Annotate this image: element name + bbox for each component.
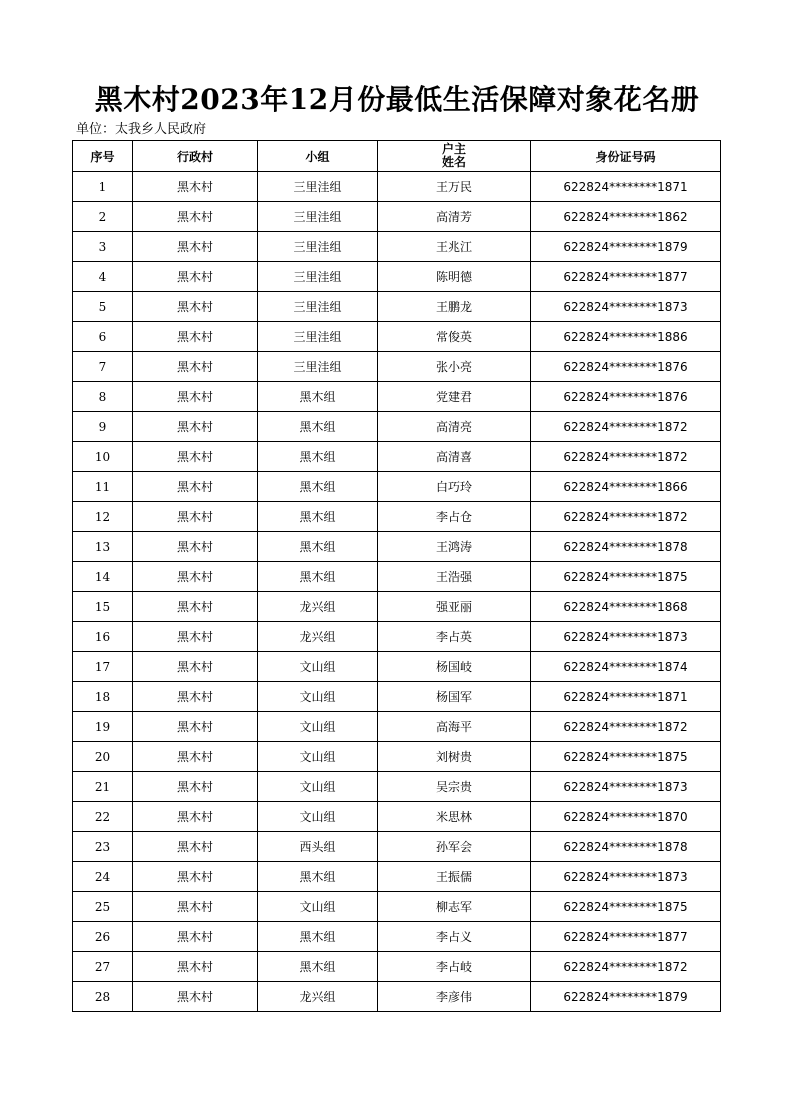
cell-household-head: 米思林 [378, 802, 531, 832]
cell-group: 西头组 [258, 832, 378, 862]
cell-group: 文山组 [258, 772, 378, 802]
cell-id-number: 622824********1862 [531, 202, 721, 232]
cell-index: 14 [73, 562, 133, 592]
cell-household-head: 常俊英 [378, 322, 531, 352]
cell-index: 20 [73, 742, 133, 772]
cell-group: 三里洼组 [258, 262, 378, 292]
cell-id-number: 622824********1873 [531, 772, 721, 802]
cell-group: 龙兴组 [258, 592, 378, 622]
cell-index: 8 [73, 382, 133, 412]
cell-index: 2 [73, 202, 133, 232]
cell-household-head: 白巧玲 [378, 472, 531, 502]
cell-household-head: 吴宗贵 [378, 772, 531, 802]
cell-id-number: 622824********1878 [531, 532, 721, 562]
cell-id-number: 622824********1879 [531, 982, 721, 1012]
cell-village: 黑木村 [133, 682, 258, 712]
cell-household-head: 李占义 [378, 922, 531, 952]
cell-id-number: 622824********1873 [531, 292, 721, 322]
cell-group: 文山组 [258, 682, 378, 712]
cell-household-head: 李占仓 [378, 502, 531, 532]
cell-index: 25 [73, 892, 133, 922]
cell-id-number: 622824********1878 [531, 832, 721, 862]
cell-group: 文山组 [258, 712, 378, 742]
cell-village: 黑木村 [133, 412, 258, 442]
cell-group: 三里洼组 [258, 322, 378, 352]
cell-id-number: 622824********1873 [531, 862, 721, 892]
cell-id-number: 622824********1871 [531, 172, 721, 202]
cell-group: 三里洼组 [258, 232, 378, 262]
table-row [73, 472, 721, 502]
cell-group: 黑木组 [258, 382, 378, 412]
header-household-head-line2: 姓名 [441, 155, 466, 169]
cell-group: 三里洼组 [258, 202, 378, 232]
cell-household-head: 王兆江 [378, 232, 531, 262]
cell-village: 黑木村 [133, 772, 258, 802]
header-household-head [378, 141, 531, 172]
cell-id-number: 622824********1886 [531, 322, 721, 352]
cell-index: 21 [73, 772, 133, 802]
cell-village: 黑木村 [133, 802, 258, 832]
cell-id-number: 622824********1866 [531, 472, 721, 502]
table-row [73, 622, 721, 652]
cell-household-head: 李占英 [378, 622, 531, 652]
cell-village: 黑木村 [133, 532, 258, 562]
table-row [73, 562, 721, 592]
cell-index: 17 [73, 652, 133, 682]
cell-id-number: 622824********1872 [531, 502, 721, 532]
cell-household-head: 李彦伟 [378, 982, 531, 1012]
header-id-number: 身份证号码 [531, 141, 721, 172]
cell-household-head: 张小亮 [378, 352, 531, 382]
table-row [73, 172, 721, 202]
cell-id-number: 622824********1875 [531, 742, 721, 772]
cell-group: 龙兴组 [258, 622, 378, 652]
page-title: 黑木村2023年12月份最低生活保障对象花名册 [94, 83, 700, 116]
cell-index: 3 [73, 232, 133, 262]
cell-group: 文山组 [258, 802, 378, 832]
cell-village: 黑木村 [133, 472, 258, 502]
cell-village: 黑木村 [133, 712, 258, 742]
table-row [73, 532, 721, 562]
cell-village: 黑木村 [133, 502, 258, 532]
cell-household-head: 王浩强 [378, 562, 531, 592]
cell-village: 黑木村 [133, 562, 258, 592]
cell-household-head: 党建君 [378, 382, 531, 412]
cell-group: 黑木组 [258, 532, 378, 562]
cell-group: 文山组 [258, 892, 378, 922]
cell-village: 黑木村 [133, 172, 258, 202]
cell-index: 6 [73, 322, 133, 352]
cell-id-number: 622824********1872 [531, 442, 721, 472]
roster-table [72, 140, 721, 1012]
cell-village: 黑木村 [133, 832, 258, 862]
cell-id-number: 622824********1872 [531, 952, 721, 982]
table-row [73, 982, 721, 1012]
table-row [73, 712, 721, 742]
cell-household-head: 高清芳 [378, 202, 531, 232]
cell-index: 9 [73, 412, 133, 442]
cell-group: 文山组 [258, 742, 378, 772]
cell-household-head: 杨国岐 [378, 652, 531, 682]
table-row [73, 262, 721, 292]
cell-index: 16 [73, 622, 133, 652]
cell-index: 10 [73, 442, 133, 472]
cell-village: 黑木村 [133, 862, 258, 892]
cell-group: 黑木组 [258, 472, 378, 502]
table-header [73, 141, 721, 172]
table-row [73, 382, 721, 412]
cell-village: 黑木村 [133, 952, 258, 982]
cell-id-number: 622824********1874 [531, 652, 721, 682]
cell-group: 三里洼组 [258, 352, 378, 382]
cell-household-head: 柳志军 [378, 892, 531, 922]
cell-group: 龙兴组 [258, 982, 378, 1012]
cell-group: 黑木组 [258, 442, 378, 472]
cell-id-number: 622824********1873 [531, 622, 721, 652]
cell-household-head: 孙军会 [378, 832, 531, 862]
table-row [73, 442, 721, 472]
cell-index: 19 [73, 712, 133, 742]
cell-village: 黑木村 [133, 622, 258, 652]
table-row [73, 232, 721, 262]
table-row [73, 592, 721, 622]
cell-id-number: 622824********1876 [531, 352, 721, 382]
cell-household-head: 刘树贵 [378, 742, 531, 772]
cell-index: 24 [73, 862, 133, 892]
cell-group: 三里洼组 [258, 292, 378, 322]
cell-id-number: 622824********1877 [531, 922, 721, 952]
cell-id-number: 622824********1870 [531, 802, 721, 832]
table-body [73, 172, 721, 1012]
cell-village: 黑木村 [133, 742, 258, 772]
cell-index: 23 [73, 832, 133, 862]
cell-village: 黑木村 [133, 262, 258, 292]
cell-village: 黑木村 [133, 652, 258, 682]
cell-id-number: 622824********1868 [531, 592, 721, 622]
cell-index: 5 [73, 292, 133, 322]
cell-index: 15 [73, 592, 133, 622]
table-row [73, 412, 721, 442]
table-row [73, 652, 721, 682]
cell-village: 黑木村 [133, 922, 258, 952]
cell-household-head: 李占岐 [378, 952, 531, 982]
table-row [73, 772, 721, 802]
table-row [73, 322, 721, 352]
table-row [73, 742, 721, 772]
table-row [73, 682, 721, 712]
cell-id-number: 622824********1871 [531, 682, 721, 712]
cell-id-number: 622824********1875 [531, 892, 721, 922]
cell-household-head: 王鸿涛 [378, 532, 531, 562]
cell-village: 黑木村 [133, 442, 258, 472]
header-group: 小组 [258, 141, 378, 172]
header-household-head-line1: 户主 [441, 142, 466, 156]
table-row [73, 892, 721, 922]
cell-id-number: 622824********1872 [531, 712, 721, 742]
table-row [73, 862, 721, 892]
cell-index: 28 [73, 982, 133, 1012]
header-village: 行政村 [133, 141, 258, 172]
cell-household-head: 高清亮 [378, 412, 531, 442]
cell-village: 黑木村 [133, 292, 258, 322]
cell-group: 黑木组 [258, 412, 378, 442]
cell-group: 黑木组 [258, 952, 378, 982]
cell-index: 1 [73, 172, 133, 202]
table-row [73, 202, 721, 232]
cell-group: 文山组 [258, 652, 378, 682]
cell-index: 22 [73, 802, 133, 832]
cell-village: 黑木村 [133, 382, 258, 412]
header-index: 序号 [73, 141, 133, 172]
cell-household-head: 陈明德 [378, 262, 531, 292]
cell-household-head: 高海平 [378, 712, 531, 742]
table-row [73, 802, 721, 832]
unit-label: 单位：太我乡人民政府 [76, 122, 207, 137]
cell-village: 黑木村 [133, 982, 258, 1012]
cell-household-head: 王万民 [378, 172, 531, 202]
cell-index: 13 [73, 532, 133, 562]
cell-household-head: 杨国军 [378, 682, 531, 712]
cell-village: 黑木村 [133, 352, 258, 382]
cell-index: 26 [73, 922, 133, 952]
cell-id-number: 622824********1879 [531, 232, 721, 262]
cell-household-head: 王鹏龙 [378, 292, 531, 322]
cell-household-head: 强亚丽 [378, 592, 531, 622]
table-row [73, 352, 721, 382]
cell-group: 三里洼组 [258, 172, 378, 202]
cell-id-number: 622824********1875 [531, 562, 721, 592]
cell-household-head: 高清喜 [378, 442, 531, 472]
cell-group: 黑木组 [258, 922, 378, 952]
cell-group: 黑木组 [258, 862, 378, 892]
cell-id-number: 622824********1877 [531, 262, 721, 292]
cell-group: 黑木组 [258, 562, 378, 592]
table-row [73, 502, 721, 532]
table-row [73, 922, 721, 952]
cell-index: 12 [73, 502, 133, 532]
header-row [73, 141, 721, 172]
table-row [73, 952, 721, 982]
cell-village: 黑木村 [133, 232, 258, 262]
cell-village: 黑木村 [133, 592, 258, 622]
cell-index: 4 [73, 262, 133, 292]
cell-village: 黑木村 [133, 892, 258, 922]
cell-id-number: 622824********1872 [531, 412, 721, 442]
cell-household-head: 王振儒 [378, 862, 531, 892]
cell-village: 黑木村 [133, 322, 258, 352]
cell-group: 黑木组 [258, 502, 378, 532]
table-row [73, 832, 721, 862]
cell-index: 11 [73, 472, 133, 502]
cell-index: 7 [73, 352, 133, 382]
table-row [73, 292, 721, 322]
cell-index: 27 [73, 952, 133, 982]
cell-id-number: 622824********1876 [531, 382, 721, 412]
cell-village: 黑木村 [133, 202, 258, 232]
cell-index: 18 [73, 682, 133, 712]
